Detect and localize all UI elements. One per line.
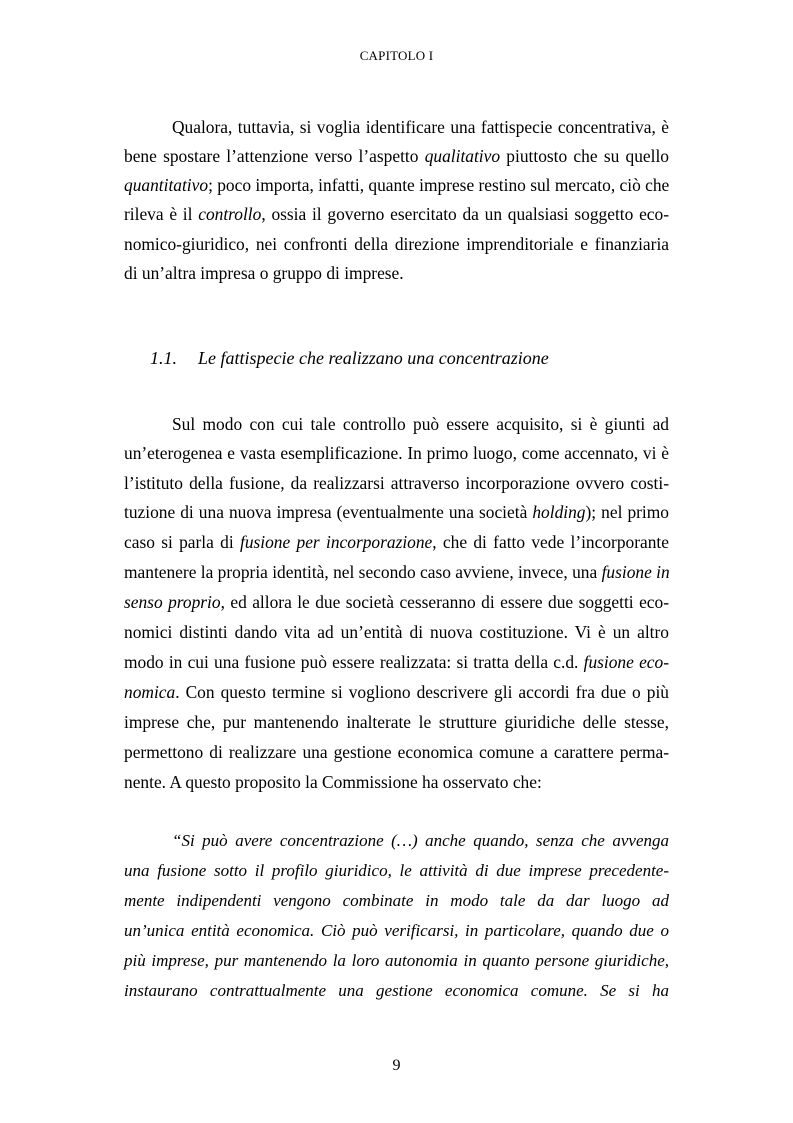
text-line: Sul modo con cui tale controllo può essere acquisito, si è giunti ad (172, 414, 669, 434)
text-line: un’eterogenea e vasta esemplificazione. In primo luogo, come accennato, vi è (124, 443, 669, 463)
text-line: quantitativo; poco importa, infatti, quante imprese restino sul mercato, ciò che (124, 175, 670, 195)
text-line: permettono di realizzare una gestione economica comune a carattere perma- (124, 742, 669, 762)
quote-line: una fusione sotto il profilo giuridico, le attività di due imprese precedente- (124, 861, 669, 880)
text-line: l’istituto della fusione, da realizzarsi attraverso incorporazione ovvero costi- (124, 473, 669, 493)
text-line: bene spostare l’attenzione verso l’aspetto qualitativo piuttosto che su quello (124, 146, 669, 166)
quote-line: mente indipendenti vengono combinate in modo tale da dar luogo ad (124, 891, 669, 910)
text-line: nomica. Con questo termine si vogliono descrivere gli accordi fra due o più (124, 682, 669, 702)
text-line: rileva è il controllo, ossia il governo esercitato da un qualsiasi soggetto eco- (124, 204, 669, 224)
text-line: caso si parla di fusione per incorporazione, che di fatto vede l’incorporante (124, 532, 669, 552)
quote-line: instaurano contrattualmente una gestione economica comune. Se si ha (124, 981, 669, 1000)
text-line: Qualora, tuttavia, si voglia identificare una fattispecie concentrativa, è (172, 117, 669, 137)
text-line: di un’altra impresa o gruppo di imprese. (124, 263, 404, 283)
text-line: modo in cui una fusione può essere realizzata: si tratta della c.d. fusione eco- (124, 652, 669, 672)
quote-line: un’unica entità economica. Ciò può verificarsi, in particolare, quando due o (124, 921, 669, 940)
quote-line: “Si può avere concentrazione (…) anche quando, senza che avvenga (172, 831, 669, 850)
text-line: nomici distinti dando vita ad un’entità di nuova costituzione. Vi è un altro (124, 622, 669, 642)
section-title: Le fattispecie che realizzano una concentrazione (198, 348, 549, 368)
text-line: imprese che, pur mantenendo inalterate le strutture giuridiche delle stesse, (124, 712, 669, 732)
page-number: 9 (392, 1057, 401, 1074)
text-line: senso proprio, ed allora le due società cesseranno di essere due soggetti eco- (124, 592, 669, 612)
section-number: 1.1. (150, 348, 177, 368)
section-heading (150, 347, 549, 369)
text-line: nente. A questo proposito la Commissione ha osservato che: (124, 772, 542, 792)
page-header: CAPITOLO I (359, 48, 434, 63)
quote-line: più imprese, pur mantenendo la loro autonomia in quanto persone giuridiche, (124, 951, 669, 970)
text-line: tuzione di una nuova impresa (eventualmente una società holding); nel primo (124, 502, 669, 522)
text-line: mantenere la propria identità, nel secondo caso avviene, invece, una fusione in (124, 562, 670, 582)
text-line: nomico-giuridico, nei confronti della direzione imprenditoriale e finanziaria (124, 234, 669, 254)
